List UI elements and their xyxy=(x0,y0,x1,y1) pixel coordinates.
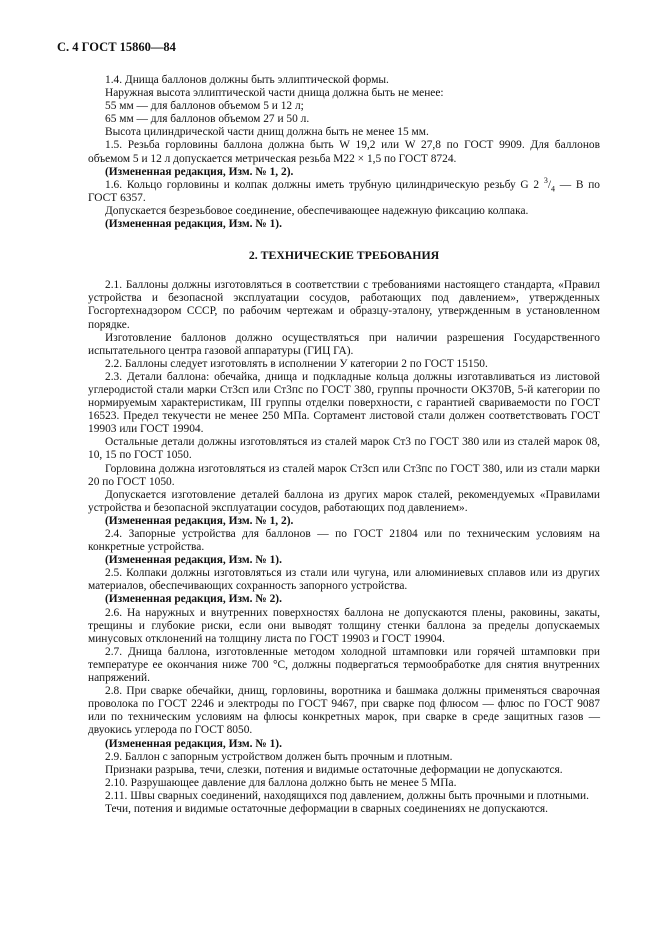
edition-note: (Измененная редакция, Изм. № 1). xyxy=(105,737,282,750)
para-2-2: 2.2. Баллоны следует изготовлять в исполнении У категории 2 по ГОСТ 15150. xyxy=(105,357,488,370)
para-threadless: Допускается безрезьбовое соединение, обеспечивающее надежную фиксацию колпака. xyxy=(105,204,529,217)
para-cyl-height: Высота цилиндрической части днищ должна быть не менее 15 мм. xyxy=(105,126,429,139)
para-2-9: 2.9. Баллон с запорным устройством должен быть прочным и плотным. xyxy=(105,750,453,763)
para-2-3: 2.3. Детали баллона: обечайка, днища и подкладные кольца должны изготавливаться из листовой углеродистой стали марки Ст3сп или Ст3пс по ГОСТ 380, группы прочности ОК370В, 5-й категории по нормируемым характеристикам, III группы отделки поверхности, с гарантией свариваемости по ГОСТ 16523. Предел текучести не менее 250 МПа. Сортамент листовой стали должен соответствовать ГОСТ 19903 или ГОСТ 19904. xyxy=(88,370,600,436)
para-welds: Течи, потения и видимые остаточные деформации в сварных соединениях не допускаются. xyxy=(105,802,549,815)
para-2-4: 2.4. Запорные устройства для баллонов — по ГОСТ 21804 или по техническим условиям на конкретные устройства. xyxy=(88,528,600,554)
para-2-6: 2.6. На наружных и внутренних поверхностях баллона не допускаются плены, раковины, закаты, трещины и глубокие риски, если они выводят толщину стенки баллона за пределы допускаемых минусовых отклонений на толщину листа по ГОСТ 19903 и ГОСТ 19904. xyxy=(88,606,600,645)
para-2-7: 2.7. Днища баллона, изготовленные методом холодной штамповки или горячей штамповки при температуре ее окончания ниже 700 °С, должны подвергаться термообработке для снятия внутренних напряжений. xyxy=(88,645,600,685)
edition-note: (Измененная редакция, Изм. № 2). xyxy=(105,593,282,606)
para-defects: Признаки разрыва, течи, слезки, потения и видимые остаточные деформации не допускаются. xyxy=(105,763,563,776)
para-1-6 xyxy=(88,175,600,205)
edition-note: (Измененная редакция, Изм. № 1). xyxy=(105,554,282,567)
para-other-parts: Остальные детали должны изготовляться из сталей марок Ст3 по ГОСТ 380 или из сталей марок 08, 10, 15 по ГОСТ 1050. xyxy=(88,436,600,462)
para-2-1: 2.1. Баллоны должны изготовляться в соответствии с требованиями настоящего стандарта, «Правил устройства и безопасной эксплуатации сосудов, работающих под давлением», утвержденных Госгортехнадзором СССР, по рабочим чертежам и образцу-эталону, утвержденным в установленном порядке. xyxy=(88,279,600,331)
fraction-numerator: 3 xyxy=(543,175,548,185)
fraction-denominator: 4 xyxy=(550,184,555,194)
para-65mm: 65 мм — для баллонов объемом 27 и 50 л. xyxy=(105,113,310,126)
fraction-slash: / xyxy=(547,178,551,191)
para-neck: Горловина должна изготовляться из сталей марок Ст3сп или Ст3пс по ГОСТ 380, или из стали марки 20 по ГОСТ 1050. xyxy=(88,462,600,488)
para-1-4: 1.4. Днища баллонов должны быть эллиптической формы. xyxy=(105,74,389,86)
edition-note: (Измененная редакция, Изм. № 1). xyxy=(105,218,282,231)
edition-note: (Измененная редакция, Изм. № 1, 2). xyxy=(105,514,294,527)
para-1-5: 1.5. Резьба горловины баллона должна быть W 19,2 или W 27,8 по ГОСТ 9909. Для баллонов объемом 5 и 12 л допускается метрическая резьба М22 × 1,5 по ГОСТ 8724. xyxy=(88,139,600,165)
para-other-steels: Допускается изготовление деталей баллона из других марок сталей, рекомендуемых «Правилами устройства и безопасной эксплуатации сосудов, работающих под давлением». xyxy=(88,488,600,514)
para-ellipse-height: Наружная высота эллиптической части днища должна быть не менее: xyxy=(105,87,444,100)
para-2-8: 2.8. При сварке обечайки, днищ, горловины, воротника и башмака должны применяться сварочная проволока по ГОСТ 2246 и электроды по ГОСТ 9467, при сварке под флюсом — флюс по ГОСТ 9087 или по техническим условиям на флюсы конкретных марок, при сварке в среде защитных газов — двуокись углерода по ГОСТ 8050. xyxy=(88,685,600,737)
page-header: С. 4 ГОСТ 15860—84 xyxy=(57,40,176,54)
para-2-10: 2.10. Разрушающее давление для баллона должно быть не менее 5 МПа. xyxy=(105,776,457,789)
section-title: 2. ТЕХНИЧЕСКИЕ ТРЕБОВАНИЯ xyxy=(248,248,440,263)
edition-note: (Измененная редакция, Изм. № 1, 2). xyxy=(105,165,294,178)
para-1-6-text-b: — В по ГОСТ 6357. xyxy=(88,178,600,204)
para-1-6-text-a: 1.6. Кольцо горловины и колпак должны иметь трубную цилиндрическую резьбу G 2 xyxy=(105,178,544,191)
para-2-5: 2.5. Колпаки должны изготовляться из стали или чугуна, или алюминиевых сплавов или из других материалов, обеспечивающих сохранность запорного устройства. xyxy=(88,567,600,593)
para-2-11: 2.11. Швы сварных соединений, находящихся под давлением, должны быть прочными и плотными. xyxy=(105,789,589,802)
document-body xyxy=(88,74,600,816)
para-55mm: 55 мм — для баллонов объемом 5 и 12 л; xyxy=(105,100,304,113)
para-gic: Изготовление баллонов должно осуществляться при наличии разрешения Государственного испытательного центра газовой аппаратуры (ГИЦ ГА). xyxy=(88,331,600,357)
